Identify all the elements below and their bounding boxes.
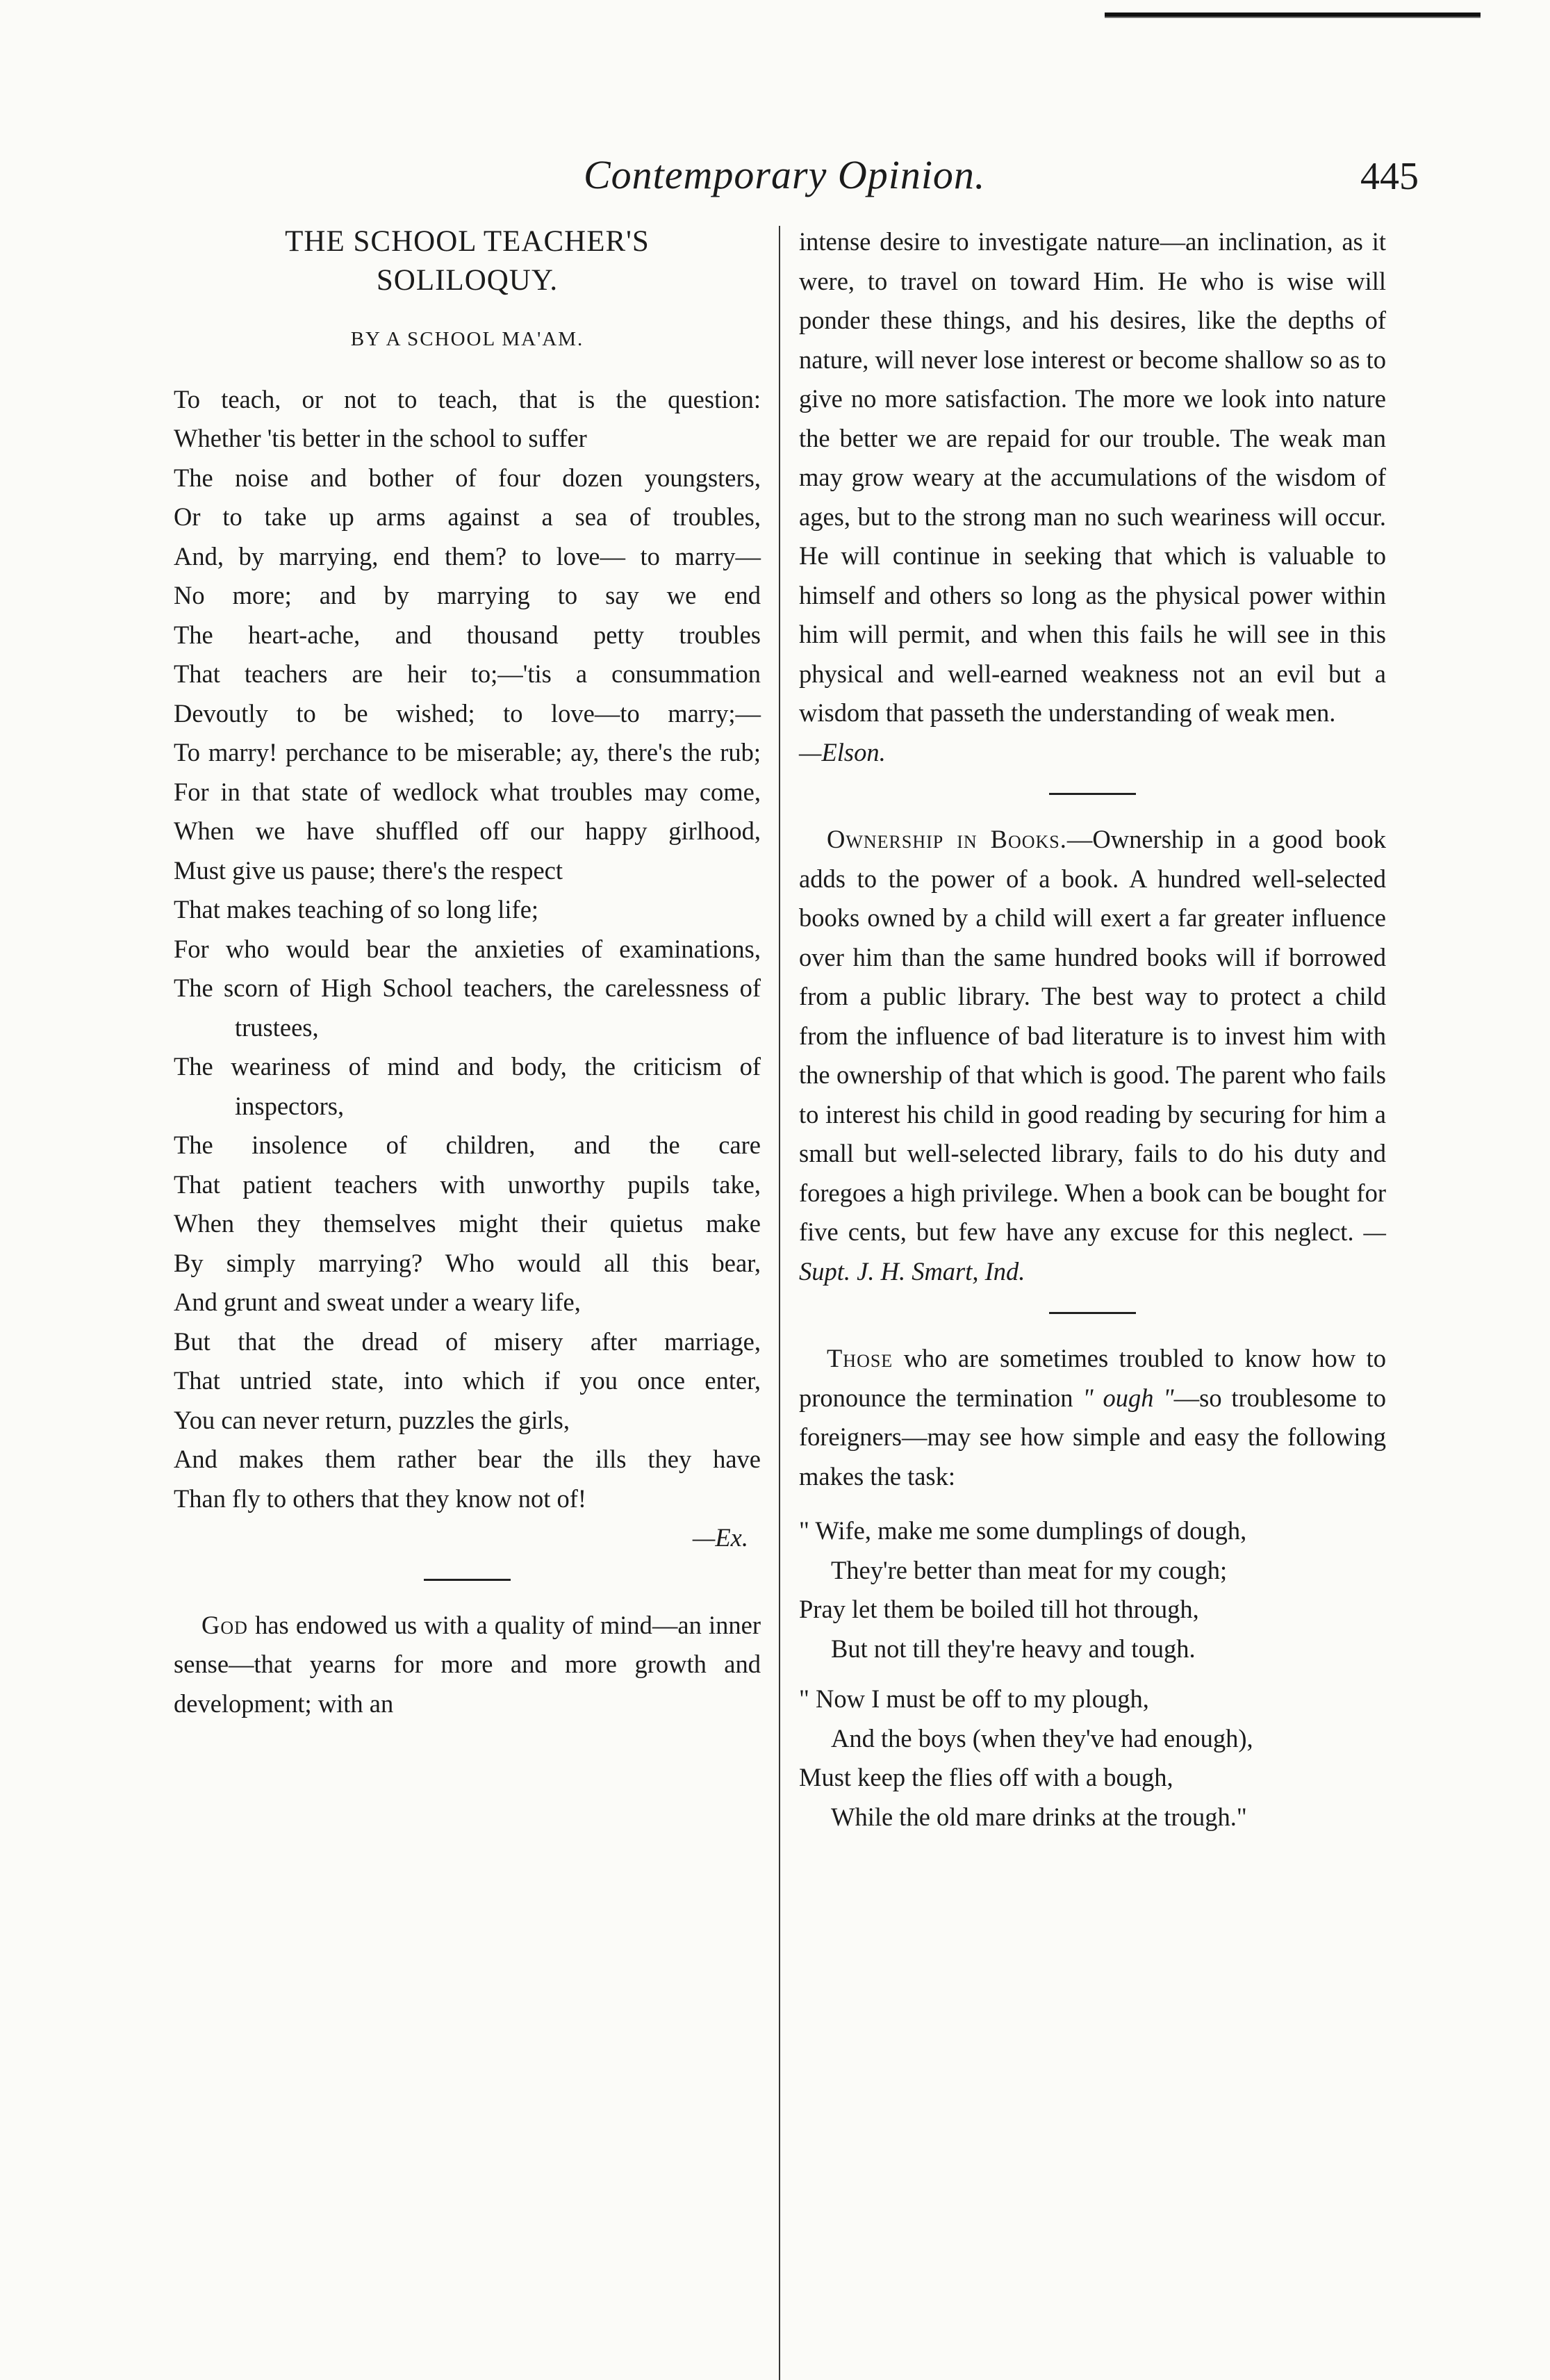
poem-line: Whether 'tis better in the school to suffer: [174, 424, 587, 452]
ough-verse-stanza-1: [799, 1511, 1386, 1668]
poem-line: By simply marrying? Who would all this bear,: [174, 1248, 761, 1277]
poem-line: When we have shuffled off our happy girlhood,: [174, 816, 761, 845]
drop-word: God: [201, 1610, 248, 1639]
verse-line: " Now I must be off to my plough,: [799, 1684, 1149, 1713]
running-title: Contemporary Opinion.: [584, 152, 986, 197]
nature-article-text-start: has endowed us with a quality of mind—an inner sense—that yearns for more and more growth and development; with an: [174, 1610, 761, 1718]
poem-line: For who would bear the anxieties of examinations,: [174, 934, 761, 963]
ownership-text: —Ownership in a good book adds to the power of a book. A hundred well-selected books owned by a child will exert a far greater influence over him than the same hundred books will if borrowed from a public library. The best way to protect a child from the influence of bad literature is to invest him with the ownership of that which is good. The parent who fails to interest his child in good reading by securing for him a small but well-selected library, fails to do his duty and foregoes a high privilege. When a book can be bought for five cents, but few have any excuse for this neglect.: [799, 825, 1386, 1246]
poem-line: Devoutly to be wished; to love—to marry;—: [174, 698, 761, 728]
verse-line: Pray let them be boiled till hot through,: [799, 1595, 1199, 1623]
poem-line: You can never return, puzzles the girls,: [174, 1405, 570, 1434]
poem-line: Must give us pause; there's the respect: [174, 855, 563, 885]
poem-line: To marry! perchance to be miserable; ay, there's the rub;: [174, 738, 761, 766]
poem-line: Or to take up arms against a sea of troubles,: [174, 502, 761, 531]
drop-word: Those: [827, 1344, 893, 1372]
section-divider: [1049, 793, 1136, 795]
verse-line: But not till they're heavy and tough.: [831, 1634, 1196, 1663]
poem-line: That patient teachers with unworthy pupils take,: [174, 1170, 761, 1199]
nature-article-start: [174, 1606, 761, 1724]
poem-line: Than fly to others that they know not of!: [174, 1484, 587, 1513]
ough-intro-text: who are sometimes troubled to know how to pronounce the termination: [799, 1344, 1386, 1412]
poem-line: To teach, or not to teach, that is the question:: [174, 384, 761, 413]
poem-byline: BY A SCHOOL MA'AM.: [350, 328, 584, 350]
poem-body: [174, 380, 761, 1519]
verse-line: They're better than meat for my cough;: [831, 1555, 1228, 1584]
ownership-heading: Ownership in Books.: [827, 825, 1067, 853]
poem-line: No more; and by marrying to say we end: [174, 581, 761, 609]
left-column: [174, 222, 761, 1723]
poem-title-line-2: SOLILOQUY.: [376, 264, 559, 297]
ownership-signature: —Supt. J. H. Smart, Ind.: [799, 1217, 1387, 1286]
section-divider: [424, 1579, 511, 1581]
poem-credit: —Ex.: [692, 1523, 748, 1552]
ownership-article: [799, 820, 1386, 1291]
right-column: [799, 222, 1386, 1837]
verse-line: Must keep the flies off with a bough,: [799, 1763, 1173, 1791]
poem-line: That makes teaching of so long life;: [174, 895, 539, 924]
poem-line: But that the dread of misery after marriage,: [174, 1327, 761, 1356]
poem-line: That teachers are heir to;—'tis a consummation: [174, 659, 761, 688]
verse-line: " Wife, make me some dumplings of dough,: [799, 1516, 1247, 1545]
ough-article-intro: [799, 1339, 1386, 1496]
poem-line: When they themselves might their quietus make: [174, 1209, 761, 1238]
ough-intro-rest: —so troublesome to foreigners—may see how simple and easy the following makes the task:: [799, 1383, 1387, 1491]
verse-line: While the old mare drinks at the trough.": [831, 1802, 1247, 1831]
ough-verse-stanza-2: [799, 1680, 1386, 1837]
poem-line: And makes them rather bear the ills they have: [174, 1445, 761, 1473]
page-header: [0, 146, 1550, 202]
poem-line: The weariness of mind and body, the criticism of inspectors,: [174, 1052, 761, 1120]
page-number: 445: [1360, 155, 1419, 198]
column-rule: [779, 226, 780, 2380]
verse-line: And the boys (when they've had enough),: [831, 1723, 1253, 1753]
poem-line: The heart-ache, and thousand petty troubles: [174, 620, 761, 649]
poem-title: [174, 222, 761, 300]
poem-line: The insolence of children, and the care: [174, 1131, 761, 1159]
nature-article-continued: intense desire to investigate nature—an inclination, as it were, to travel on toward Him. He who is wise will ponder these things, and his desires, like the depths of nature, will never lose interest or become shallow so as to give no more satisfaction. The more we look into nature the better we are repaid for our trouble. The weak man may grow weary at the accumulations of the wisdom of ages, but to the strong man no such weariness will occur. He will continue in seeking that which is valuable to himself and others so long as the physical power within him will permit, and when this fails he will see in this physical and well-earned weakness not an evil but a wisdom that passeth the understanding of weak men.: [799, 227, 1386, 727]
section-divider: [1049, 1312, 1136, 1314]
ough-term: " ough ": [1082, 1383, 1174, 1412]
top-rule-shadow: [1105, 17, 1481, 18]
poem-line: And, by marrying, end them? to love— to marry—: [174, 541, 761, 571]
poem-line: For in that state of wedlock what troubles may come,: [174, 777, 761, 806]
poem-line: The noise and bother of four dozen youngsters,: [174, 463, 761, 492]
poem-line: And grunt and sweat under a weary life,: [174, 1288, 581, 1316]
nature-article-signature: —Elson.: [799, 737, 886, 766]
poem-line: That untried state, into which if you once enter,: [174, 1366, 761, 1395]
poem-title-line-1: THE SCHOOL TEACHER'S: [285, 225, 650, 258]
poem-line: The scorn of High School teachers, the carelessness of trustees,: [174, 974, 761, 1042]
